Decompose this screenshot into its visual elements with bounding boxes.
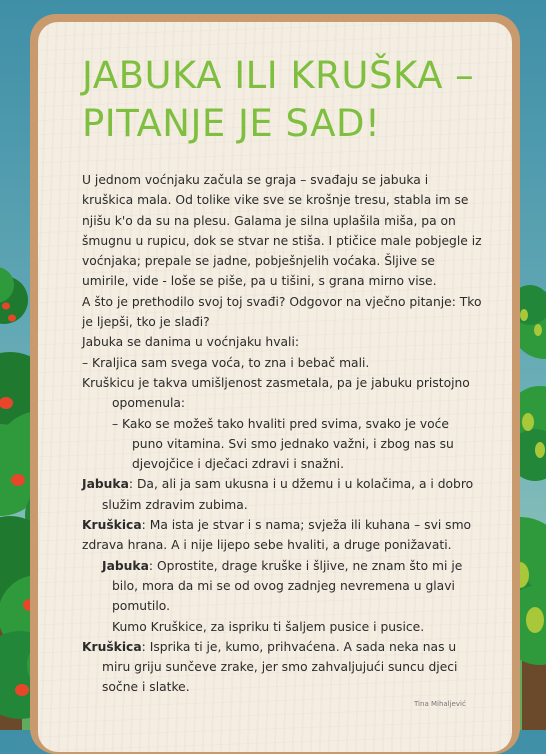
dialogue-text: : Da, ali ja sam ukusna i u džemu i u kolačima, a i dobro služim zdravim zubima. xyxy=(102,477,474,512)
title-line-2: PITANJE JE SAD! xyxy=(82,102,381,145)
title-line-1: JABUKA ILI KRUŠKA – xyxy=(82,54,475,97)
dialogue-apple-apology: Kumo Kruškice, za ispriku ti šaljem pusice i pusice. xyxy=(112,619,425,634)
dialogue-pear-2 xyxy=(82,637,482,698)
paragraph-intro: U jednom voćnjaku začula se graja – svađaju se jabuka i kruškica mala. Od tolike vike sve se krošnje tresu, stabla im se njišu k'o da su na plesu. Galama je silna uplašila miša, pa on šmugnu u rupicu, dok se stvar ne stiša. I ptičice male pobjegle iz voćnjaka; prepale se jadne, pobješnjelih voćaka. Šljive se umirile, vide - loše se piše, pa u tišini, s grana mirno vise. xyxy=(82,173,482,289)
author-credit: Tina Mihaljević xyxy=(414,700,466,708)
paragraph-question: A što je prethodilo svoj toj svađi? Odgovor na vječno pitanje: Tko je ljepši, tko je slađi? xyxy=(82,294,482,330)
speaker-apple: Jabuka xyxy=(82,477,129,492)
page-title xyxy=(82,52,502,148)
dialogue-text: : Ma ista je stvar i s nama; svježa ili kuhana – svi smo zdrava hrana. A i nije lijepo sebe hvaliti, a druge ponižavati. xyxy=(82,518,472,553)
speaker-pear: Kruškica xyxy=(82,639,142,654)
paragraph-apple-boast: Jabuka se danima u voćnjaku hvali: xyxy=(82,335,300,350)
paragraph-pear-warning: Kruškicu je takva umišljenost zasmetala, pa je jabuku pristojno opomenula: xyxy=(82,375,470,411)
dialogue-apple-2 xyxy=(82,556,482,617)
paragraph-pear-quote: – Kako se možeš tako hvaliti pred svima, svako je voće puno vitamina. Svi smo jednako važni, i zbog nas su djevojčice i dječaci zdravi i snažni. xyxy=(112,416,454,472)
dialogue-apple-1 xyxy=(82,474,482,515)
story-text xyxy=(82,170,482,698)
dialogue-text: : Isprika ti je, kumo, prihvaćena. A sada neka nas u miru griju sunčeve zrake, jer smo zahvaljujući suncu djeci sočne i slatke. xyxy=(102,639,458,695)
speaker-pear: Kruškica xyxy=(82,518,142,533)
dialogue-pear-1 xyxy=(82,515,482,556)
dialogue-text: : Oprostite, drage kruške i šljive, ne znam što mi je bilo, mora da mi se od ovog zadnjeg nevremena u glavi pomutilo. xyxy=(112,558,463,614)
paragraph-apple-quote: – Kraljica sam svega voća, to zna i bebač mali. xyxy=(82,355,370,370)
speaker-apple: Jabuka xyxy=(102,558,149,573)
apple-tree-left-top xyxy=(0,267,28,324)
